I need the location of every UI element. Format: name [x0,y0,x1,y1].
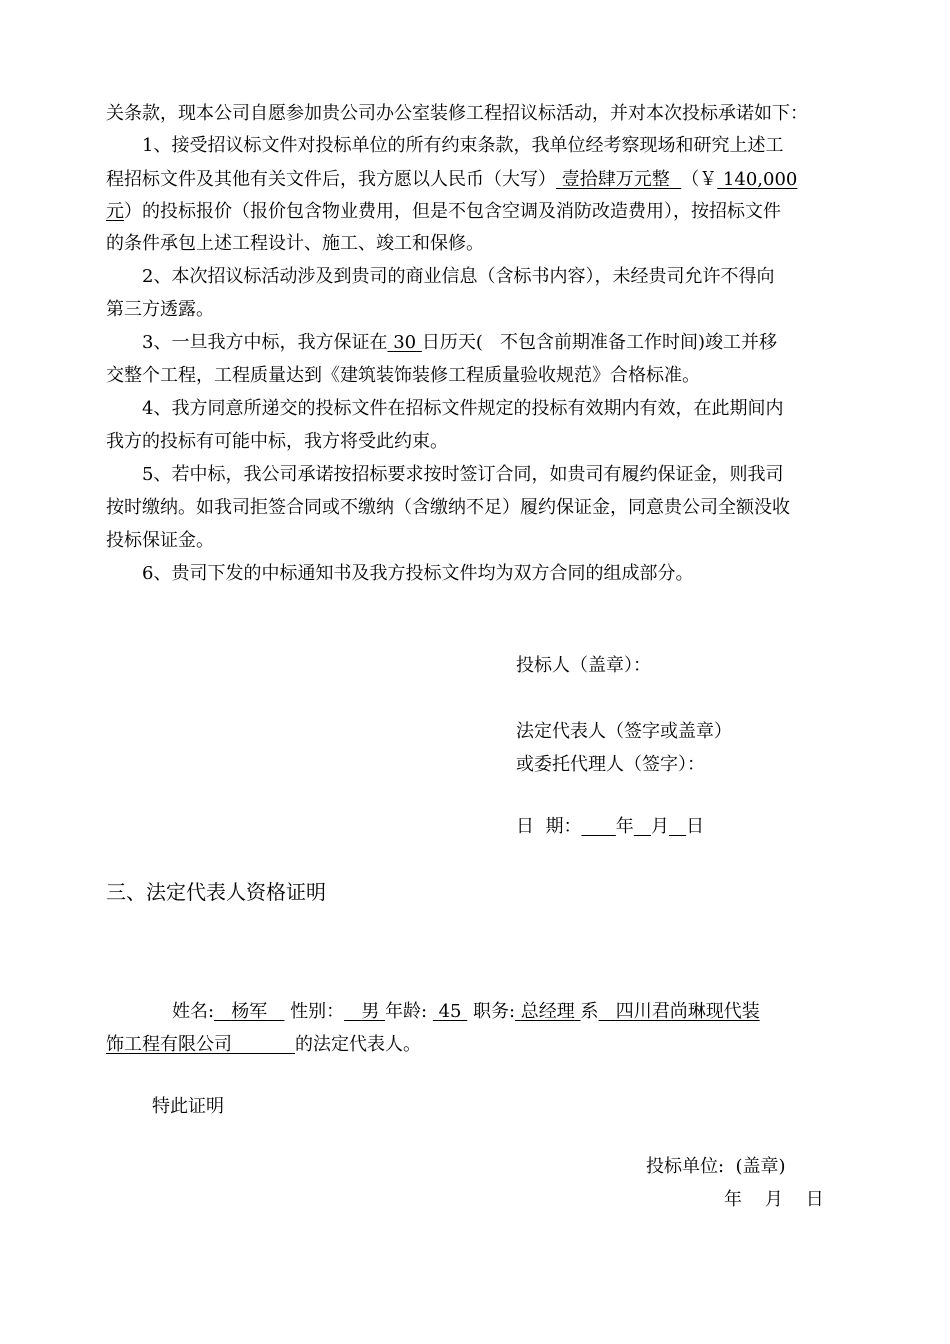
section-3-date-line: 年 月 日 [724,1189,824,1210]
pledge-item-4-line-2: 我方的投标有可能中标，我方将受此约束。 [106,431,448,452]
pledge-item-1-line-4: 的条件承包上述工程设计、施工、竣工和保修。 [106,233,484,254]
rep-name: 杨军 [231,1001,268,1022]
rep-gender: 男 [361,1001,380,1022]
agent-sign-label: 或委托代理人（签字）： [516,754,705,775]
completion-days: 30 [393,332,417,353]
pledge-item-5-line-2: 按时缴纳。如我司拒签合同或不缴纳（含缴纳不足）履约保证金，同意贵公司全额没收 [106,497,790,518]
section-3-heading: 三、法定代表人资格证明 [106,880,326,904]
bidder-seal-label: 投标人（盖章）： [516,655,651,676]
pledge-item-6: 6、贵司下发的中标通知书及我方投标文件均为双方合同的组成部分。 [142,563,694,584]
bidding-unit-seal-label: 投标单位: (盖章) [646,1156,786,1177]
bid-amount-words: 壹拾肆万元整 [561,169,670,190]
bid-amount-unit: 元 [106,201,124,222]
legal-rep-sign-label: 法定代表人（签字或盖章） [516,721,732,742]
legal-rep-info-line-1: 姓名: 杨军 性别： 男 年龄: 45 职务: 总经理 系 四川君尚琳现代装 [172,1001,760,1022]
pledge-item-3-line-2: 交整个工程，工程质量达到《建筑装饰装修工程质量验收规范》合格标准。 [106,365,700,386]
pledge-item-5-line-1: 5、若中标，我公司承诺按招标要求按时签订合同，如贵司有履约保证金，则我司 [142,464,784,485]
pledge-item-3-line-1: 3、一旦我方中标，我方保证在 30 日历天( 不包含前期准备工作时间)竣工并移 [142,332,778,353]
legal-rep-info-line-2: 饰工程有限公司 的法定代表人。 [106,1034,421,1055]
company-name-part-2: 饰工程有限公司 [106,1034,232,1055]
pledge-item-1-line-1: 1、接受招议标文件对投标单位的所有约束条款，我单位经考察现场和研究上述工 [142,135,784,156]
pledge-item-1-line-3: 元）的投标报价（报价包含物业费用，但是不包含空调及消防改造费用），按招标文件 [106,201,781,222]
pledge-intro: 关条款，现本公司自愿参加贵公司办公室装修工程招议标活动，并对本次投标承诺如下： [106,103,808,124]
pledge-item-2-line-2: 第三方透露。 [106,299,214,320]
date-line: 日 期： 年 月 日 [516,816,705,837]
company-name-part-1: 四川君尚琳现代装 [615,1001,760,1022]
rep-title: 总经理 [520,1001,575,1022]
bid-amount-number: 140,000 [722,169,798,190]
rep-age: 45 [438,1001,462,1022]
certify-text: 特此证明 [152,1096,224,1117]
pledge-item-5-line-3: 投标保证金。 [106,530,214,551]
pledge-item-1-line-2: 程招标文件及其他有关文件后，我方愿以人民币（大写） 壹拾肆万元整 （￥ 140,000 [106,169,798,190]
pledge-item-2-line-1: 2、本次招议标活动涉及到贵司的商业信息（含标书内容），未经贵司允许不得向 [142,266,775,287]
pledge-item-4-line-1: 4、我方同意所递交的投标文件在招标文件规定的投标有效期内有效，在此期间内 [142,398,784,419]
